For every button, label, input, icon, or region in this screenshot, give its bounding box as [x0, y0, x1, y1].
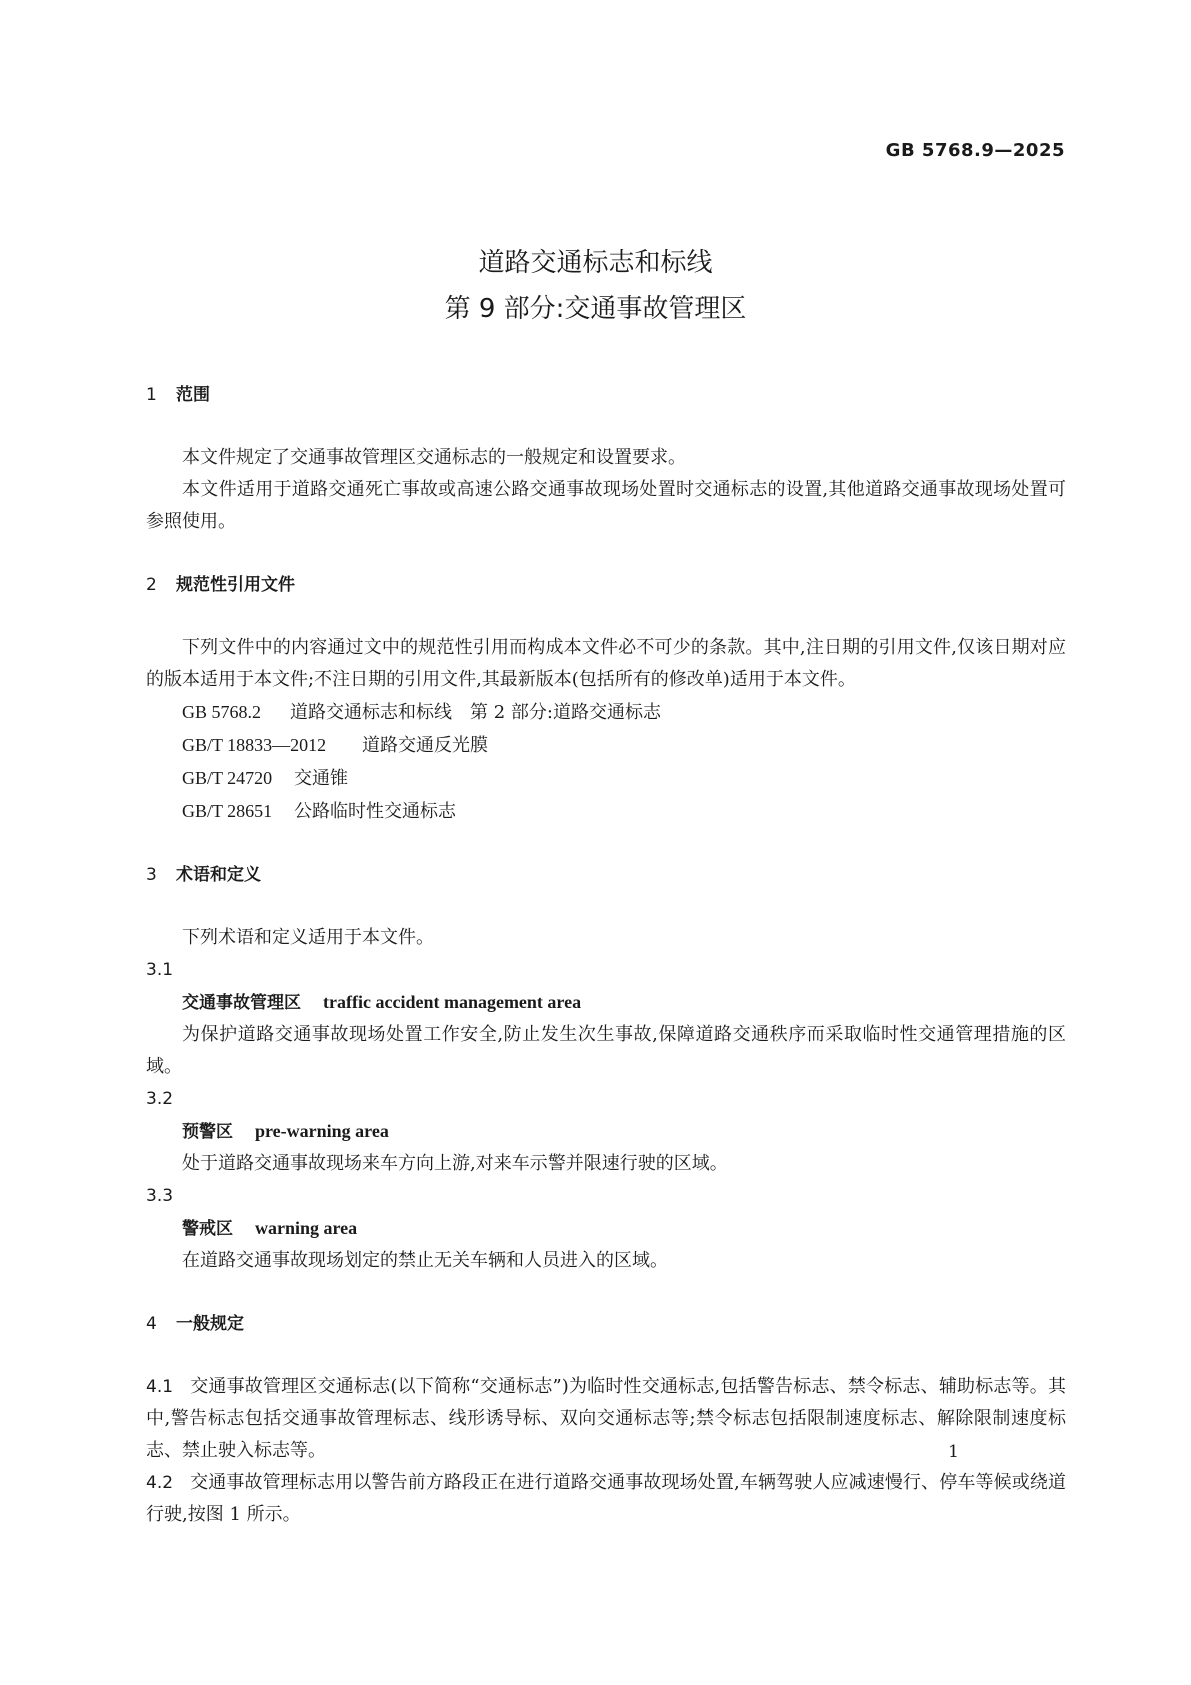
standard-number: GB 5768.9—2025: [885, 140, 1065, 161]
term-number: 3.3: [146, 1186, 174, 1206]
section-number: 4: [146, 1314, 157, 1334]
page-number: 1: [948, 1442, 959, 1462]
section-title: 一般规定: [176, 1314, 244, 1334]
term-number: 3.1: [146, 960, 174, 980]
term-entry: [146, 986, 1066, 1019]
clause-text: 交通事故管理标志用以警告前方路段正在进行道路交通事故现场处置,车辆驾驶人应减速慢行、停车等候或绕道行驶,按图 1 所示。: [146, 1472, 1066, 1525]
document-body: [146, 380, 1066, 1531]
reference-code: GB/T 24720: [182, 768, 273, 788]
reference-item: [146, 729, 1066, 762]
section-heading-2: [146, 570, 1066, 600]
section-heading-4: [146, 1309, 1066, 1339]
section-heading-3: [146, 860, 1066, 890]
reference-code: GB/T 18833—2012: [182, 735, 327, 755]
section-number: 1: [146, 385, 157, 405]
paragraph: 下列术语和定义适用于本文件。: [182, 927, 434, 948]
term-definition: 在道路交通事故现场划定的禁止无关车辆和人员进入的区域。: [182, 1250, 668, 1271]
reference-code: GB 5768.2: [182, 702, 262, 722]
term-en: pre-warning area: [255, 1121, 389, 1141]
section-title: 规范性引用文件: [176, 575, 295, 595]
clause: [146, 1467, 1066, 1531]
reference-item: [146, 795, 1066, 828]
term-zh: 预警区: [182, 1122, 233, 1142]
title-line-2: 第 9 部分:交通事故管理区: [444, 294, 747, 324]
document-title: [0, 240, 1191, 332]
clause-number: 4.1: [146, 1377, 174, 1397]
term-en: warning area: [255, 1218, 358, 1238]
clause-number: 4.2: [146, 1473, 174, 1493]
paragraph: 本文件适用于道路交通死亡事故或高速公路交通事故现场处置时交通标志的设置,其他道路交通事故现场处置可参照使用。: [146, 479, 1066, 532]
term-entry: [146, 1115, 1066, 1148]
term-zh: 交通事故管理区: [182, 993, 301, 1013]
reference-title: 交通锥: [294, 768, 348, 789]
reference-item: [146, 696, 1066, 729]
section-heading-1: [146, 380, 1066, 410]
clause: [146, 1371, 1066, 1467]
reference-title: 道路交通反光膜: [362, 735, 488, 756]
term-en: traffic accident management area: [323, 992, 582, 1012]
reference-item: [146, 762, 1066, 795]
title-line-1: 道路交通标志和标线: [478, 248, 713, 278]
section-number: 2: [146, 575, 157, 595]
term-definition: 处于道路交通事故现场来车方向上游,对来车示警并限速行驶的区域。: [182, 1153, 728, 1174]
term-definition: 为保护道路交通事故现场处置工作安全,防止发生次生事故,保障道路交通秩序而采取临时性交通管理措施的区域。: [146, 1024, 1066, 1077]
section-title: 术语和定义: [176, 865, 261, 885]
section-title: 范围: [176, 385, 210, 405]
term-number: 3.2: [146, 1089, 174, 1109]
reference-title: 公路临时性交通标志: [294, 801, 456, 822]
paragraph: 下列文件中的内容通过文中的规范性引用而构成本文件必不可少的条款。其中,注日期的引用文件,仅该日期对应的版本适用于本文件;不注日期的引用文件,其最新版本(包括所有的修改单)适用于本文件。: [146, 637, 1066, 690]
reference-title: 道路交通标志和标线 第 2 部分:道路交通标志: [290, 702, 661, 723]
reference-code: GB/T 28651: [182, 801, 273, 821]
term-zh: 警戒区: [182, 1219, 233, 1239]
section-number: 3: [146, 865, 157, 885]
clause-text: 交通事故管理区交通标志(以下简称“交通标志”)为临时性交通标志,包括警告标志、禁令标志、辅助标志等。其中,警告标志包括交通事故管理标志、线形诱导标、双向交通标志等;禁令标志包括限制速度标志、解除限制速度标志、禁止驶入标志等。: [146, 1376, 1066, 1461]
paragraph: 本文件规定了交通事故管理区交通标志的一般规定和设置要求。: [182, 447, 686, 468]
term-entry: [146, 1212, 1066, 1245]
